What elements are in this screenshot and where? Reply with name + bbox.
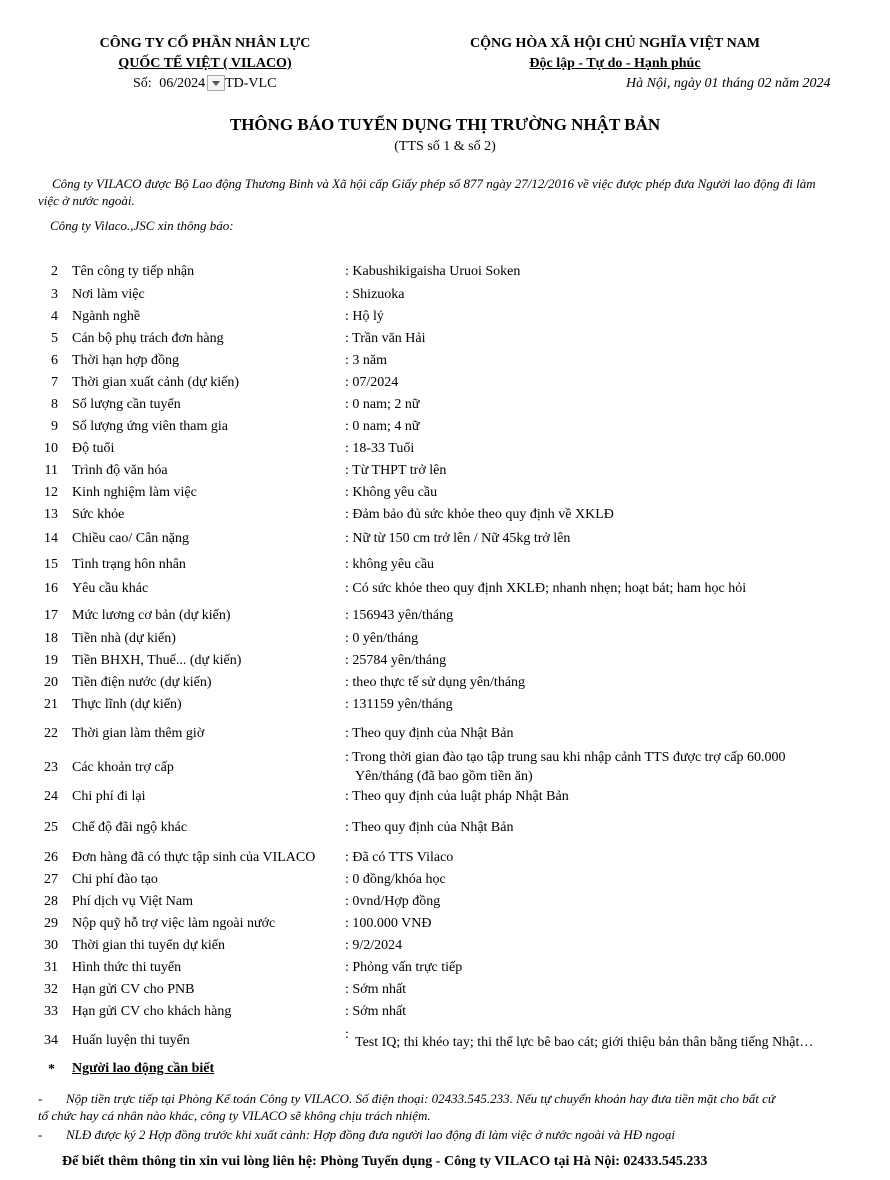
row-label: Kinh nghiệm làm việc: [72, 485, 197, 500]
row-label: Các khoản trợ cấp: [72, 760, 174, 775]
table-row: [0, 485, 890, 505]
table-row: [0, 353, 890, 373]
table-row: [0, 938, 890, 958]
intro-company: Công ty Vilaco.,JSC xin thông báo:: [50, 218, 234, 233]
row-number: 6: [51, 353, 58, 368]
row-label: Thời gian thi tuyển dự kiến: [72, 938, 226, 953]
row-label: Thời gian xuất cảnh (dự kiến): [72, 375, 239, 390]
row-value: : 100.000 VNĐ: [345, 916, 432, 931]
table-row: [0, 820, 890, 840]
note1-line2: tổ chức hay cá nhân nào khác, công ty VILACO sẽ không chịu trách nhiệm.: [38, 1108, 431, 1123]
row-label: Độ tuổi: [72, 441, 115, 456]
row-value: : Sớm nhất: [345, 982, 407, 997]
so-suffix: TD-VLC: [225, 76, 277, 92]
table-row: [0, 397, 890, 417]
row-number: 29: [44, 916, 58, 931]
row-value: : Kabushikigaisha Uruoi Soken: [345, 264, 521, 279]
row-value: : 0 nam; 2 nữ: [345, 397, 420, 412]
row-colon: :: [345, 1027, 349, 1042]
company-name-line2: QUỐC TẾ VIỆT ( VILACO): [118, 56, 292, 71]
page-title: THÔNG BÁO TUYỂN DỤNG THỊ TRƯỜNG NHẬT BẢN: [229, 115, 661, 134]
row-value: : 07/2024: [345, 375, 399, 390]
table-row: [0, 850, 890, 870]
table-row: [0, 463, 890, 483]
row-value: : Hộ lý: [345, 309, 384, 324]
row-number: 20: [44, 675, 58, 690]
row-number: 5: [51, 331, 58, 346]
row-number: 13: [44, 507, 58, 522]
table-row: [0, 507, 890, 527]
row-value: : 131159 yên/tháng: [345, 697, 453, 712]
row-label: Cán bộ phụ trách đơn hàng: [72, 331, 224, 346]
row-label: Đơn hàng đã có thực tập sinh của VILACO: [72, 850, 316, 865]
row-number: 26: [44, 850, 58, 865]
row-label: Hạn gửi CV cho PNB: [72, 982, 195, 997]
row-label: Tên công ty tiếp nhận: [72, 264, 195, 279]
row-number: 25: [44, 820, 58, 835]
row-label: Thực lĩnh (dự kiến): [72, 697, 182, 712]
table-row: [0, 982, 890, 1002]
row-number: 19: [44, 653, 58, 668]
date-line: Hà Nội, ngày 01 tháng 02 năm 2024: [626, 76, 831, 91]
row-label: Tiền BHXH, Thuế... (dự kiến): [72, 653, 242, 668]
row-value: : Có sức khỏe theo quy định XKLĐ; nhanh nhẹn; hoạt bát; ham học hỏi: [345, 581, 747, 596]
intro-line2: việc ở nước ngoài.: [38, 193, 135, 208]
row-label: Thời hạn hợp đồng: [72, 353, 179, 368]
note2-dash: -: [38, 1127, 43, 1142]
row-value: : 18-33 Tuổi: [345, 441, 415, 456]
row-label: Phí dịch vụ Việt Nam: [72, 894, 194, 909]
row-label: Hạn gửi CV cho khách hàng: [72, 1004, 232, 1019]
row-value: : Theo quy định của Nhật Bản: [345, 820, 514, 835]
row-label: Trình độ văn hóa: [72, 463, 168, 478]
row-value: : Theo quy định của Nhật Bản: [345, 726, 514, 741]
table-row: [0, 1027, 890, 1053]
row-value: : Đã có TTS Vilaco: [345, 850, 454, 865]
row-label: Số lượng cần tuyển: [72, 397, 181, 412]
table-row: [0, 894, 890, 914]
table-row: [0, 697, 890, 717]
row-label: Tình trạng hôn nhân: [72, 557, 186, 572]
row-value: : Nữ từ 150 cm trở lên / Nữ 45kg trở lên: [345, 531, 571, 546]
table-row: [0, 789, 890, 809]
row-number: 15: [44, 557, 58, 572]
row-number: 11: [44, 463, 58, 478]
table-row: [0, 653, 890, 673]
row-number: 14: [44, 531, 58, 546]
row-label: Nơi làm việc: [72, 287, 145, 302]
table-row: [0, 419, 890, 439]
notice-heading: Người lao động cần biết: [72, 1061, 215, 1076]
row-number: 10: [44, 441, 58, 456]
row-value: : 3 năm: [345, 353, 387, 368]
row-number: 23: [44, 760, 58, 775]
row-value: : Trần văn Hải: [345, 331, 426, 346]
row-label: Ngành nghề: [72, 309, 141, 324]
row-label: Yêu cầu khác: [72, 581, 149, 596]
table-row: [0, 872, 890, 892]
row-value: : 0vnd/Hợp đồng: [345, 894, 441, 909]
so-label: Số:: [133, 76, 152, 92]
row-value: : theo thực tế sử dụng yên/tháng: [345, 675, 526, 690]
table-row: [0, 916, 890, 936]
row-number: 28: [44, 894, 58, 909]
row-value: : 156943 yên/tháng: [345, 608, 454, 623]
row-number: 8: [51, 397, 58, 412]
table-row: [0, 557, 890, 577]
row-value: Test IQ; thi khéo tay; thi thể lực bê bao cát; giới thiệu bản thân bằng tiếng Nhật…: [355, 1035, 814, 1050]
row-number: 3: [51, 287, 58, 302]
row-label: Số lượng ứng viên tham gia: [72, 419, 228, 434]
row-label: Tiền điện nước (dự kiến): [72, 675, 212, 690]
row-number: 27: [44, 872, 58, 887]
row-value: : Đảm bảo đủ sức khỏe theo quy định về XKLĐ: [345, 507, 614, 522]
intro-line1: Công ty VILACO được Bộ Lao động Thương Binh và Xã hội cấp Giấy phép số 877 ngày 27/12/2016 về việc được phép đưa Người lao động đi làm: [52, 176, 816, 191]
table-row: [0, 675, 890, 695]
row-value: : Theo quy định của luật pháp Nhật Bản: [345, 789, 569, 804]
row-label: Tiền nhà (dự kiến): [72, 631, 176, 646]
row-value: : Sớm nhất: [345, 1004, 407, 1019]
table-row: [0, 309, 890, 329]
page-subtitle: (TTS số 1 & số 2): [394, 139, 496, 154]
table-row: [0, 750, 890, 784]
row-number: 17: [44, 608, 58, 623]
row-number: 31: [44, 960, 58, 975]
contact-footer: Để biết thêm thông tin xin vui lòng liên hệ: Phòng Tuyển dụng - Công ty VILACO tại Hà Nội: 02433.545.233: [62, 1154, 708, 1169]
row-label: Hình thức thi tuyển: [72, 960, 182, 975]
row-number: 32: [44, 982, 58, 997]
row-number: 4: [51, 309, 58, 324]
table-row: [0, 264, 890, 284]
table-row: [0, 331, 890, 351]
note1-dash: -: [38, 1091, 43, 1106]
row-value: : 0 đồng/khóa học: [345, 872, 446, 887]
table-row: [0, 608, 890, 628]
document-number: [133, 76, 276, 92]
table-row: [0, 581, 890, 601]
row-label: Chế độ đãi ngộ khác: [72, 820, 188, 835]
row-value: : 9/2/2024: [345, 938, 403, 953]
row-label: Mức lương cơ bản (dự kiến): [72, 608, 231, 623]
row-label: Nộp quỹ hỗ trợ việc làm ngoài nước: [72, 916, 276, 931]
company-name-line1: CÔNG TY CỔ PHẦN NHÂN LỰC: [99, 36, 311, 51]
row-value: : 25784 yên/tháng: [345, 653, 447, 668]
row-number: 34: [44, 1033, 58, 1048]
country-heading: CỘNG HÒA XÃ HỘI CHỦ NGHĨA VIỆT NAM: [469, 36, 760, 51]
table-row: [0, 726, 890, 746]
note1-line1: Nộp tiền trực tiếp tại Phòng Kế toán Công ty VILACO. Số điện thoại: 02433.545.233. Nếu tự chuyển khoản hay đưa tiền mặt cho bất cứ: [66, 1091, 775, 1106]
row-number: 22: [44, 726, 58, 741]
row-label: Thời gian làm thêm giờ: [72, 726, 205, 741]
table-row: [0, 375, 890, 395]
row-value-continued: Yên/tháng (đã bao gồm tiền ăn): [355, 769, 533, 784]
row-number: 7: [51, 375, 58, 390]
row-label: Chi phí đào tạo: [72, 872, 158, 887]
row-number: 21: [44, 697, 58, 712]
note2-text: NLĐ được ký 2 Hợp đồng trước khi xuất cảnh: Hợp đồng đưa người lao động đi làm việc ở nước ngoài và HĐ ngoại: [66, 1127, 675, 1142]
notice-bullet: *: [48, 1062, 55, 1077]
row-label: Sức khỏe: [72, 507, 125, 522]
table-row: [0, 960, 890, 980]
so-number: 06/2024: [159, 76, 206, 92]
row-value: : 0 nam; 4 nữ: [345, 419, 420, 434]
table-row: [0, 531, 890, 551]
row-value: : Từ THPT trở lên: [345, 463, 447, 478]
row-number: 33: [44, 1004, 58, 1019]
row-value: : Shizuoka: [345, 287, 405, 302]
row-label: Chiều cao/ Cân nặng: [72, 531, 190, 546]
row-number: 2: [51, 264, 58, 279]
row-number: 16: [44, 581, 58, 596]
motto: Độc lập - Tự do - Hạnh phúc: [529, 56, 701, 71]
row-number: 12: [44, 485, 58, 500]
table-row: [0, 287, 890, 307]
table-row: [0, 441, 890, 461]
row-number: 18: [44, 631, 58, 646]
row-number: 30: [44, 938, 58, 953]
row-number: 9: [51, 419, 58, 434]
row-value: : 0 yên/tháng: [345, 631, 419, 646]
table-row: [0, 1004, 890, 1024]
row-value: : Không yêu cầu: [345, 485, 438, 500]
row-label: Huấn luyện thi tuyển: [72, 1033, 190, 1048]
chevron-down-icon[interactable]: [207, 75, 225, 91]
row-label: Chi phí đi lại: [72, 789, 146, 804]
row-number: 24: [44, 789, 58, 804]
table-row: [0, 631, 890, 651]
row-value: : Trong thời gian đào tạo tập trung sau khi nhập cảnh TTS được trợ cấp 60.000: [345, 750, 786, 765]
row-value: : Phỏng vấn trực tiếp: [345, 960, 463, 975]
row-value: : không yêu cầu: [345, 557, 435, 572]
